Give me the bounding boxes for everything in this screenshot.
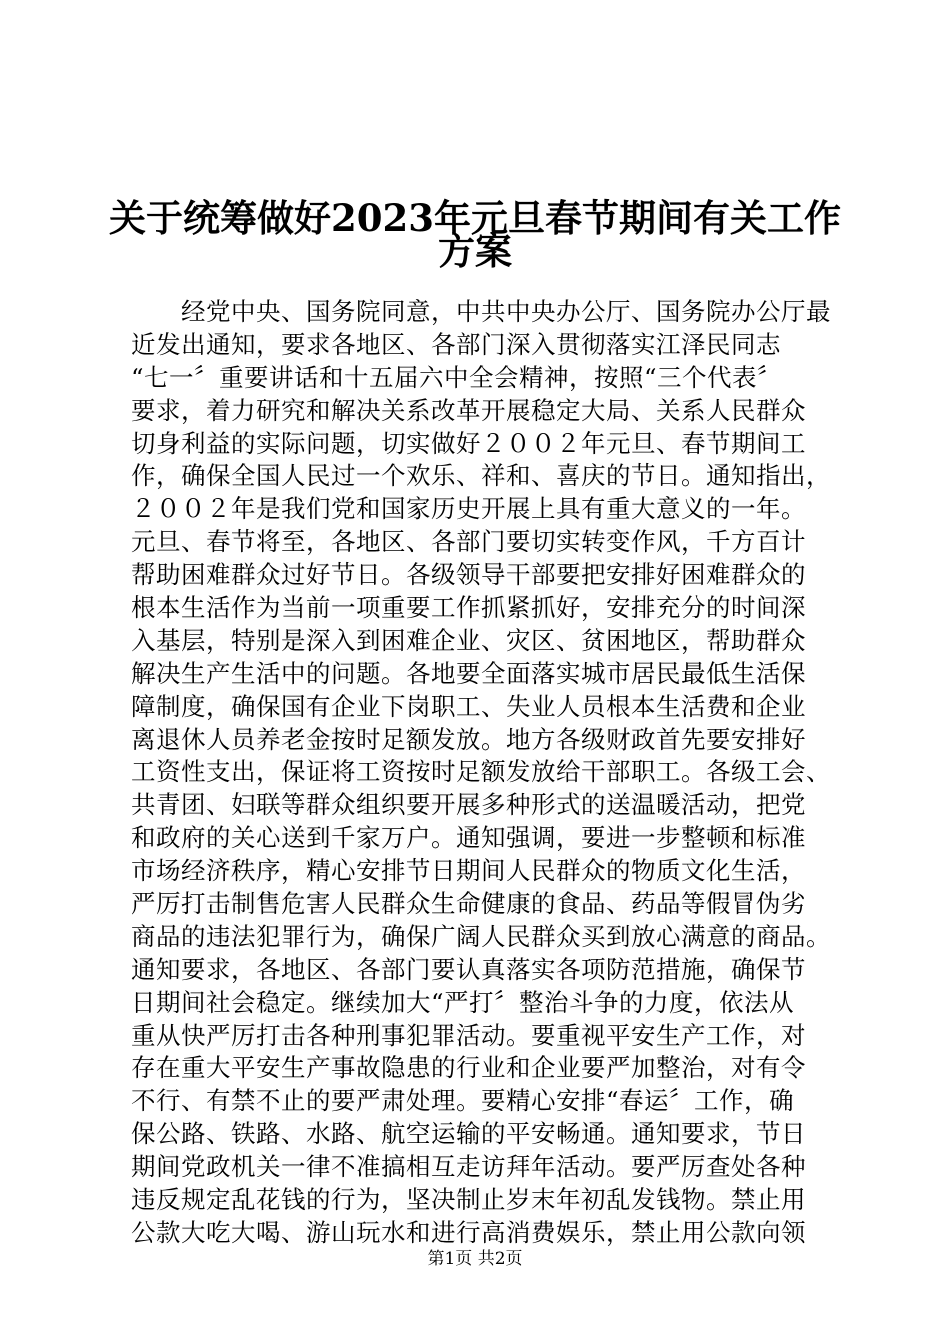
body-line: 入基层，特别是深入到困难企业、灾区、贫困地区，帮助群众 bbox=[131, 625, 806, 655]
body-line: 市场经济秩序，精心安排节日期间人民群众的物质文化生活， bbox=[131, 856, 806, 886]
body-line: 违反规定乱花钱的行为，坚决制止岁末年初乱发钱物。禁止用 bbox=[131, 1185, 806, 1215]
body-line: 切身利益的实际问题，切实做好２００２年元旦、春节期间工 bbox=[131, 428, 806, 458]
body-line: 经党中央、国务院同意，中共中央办公厅、国务院办公厅最 bbox=[131, 297, 831, 326]
document-body bbox=[131, 296, 831, 1250]
body-line: 公款大吃大喝、游山玩水和进行高消费娱乐，禁止用公款向领 bbox=[131, 1217, 806, 1247]
body-line: 解决生产生活中的问题。各地要全面落实城市居民最低生活保 bbox=[131, 658, 806, 688]
body-line: 帮助困难群众过好节日。各级领导干部要把安排好困难群众的 bbox=[131, 560, 806, 590]
body-line: “七一〞重要讲话和十五届六中全会精神，按照“三个代表〞 bbox=[131, 362, 783, 392]
body-line: 重从快严厉打击各种刑事犯罪活动。要重视平安生产工作，对 bbox=[131, 1020, 806, 1050]
body-line: 通知要求，各地区、各部门要认真落实各项防范措施，确保节 bbox=[131, 954, 806, 984]
body-line: 和政府的关心送到千家万户。通知强调，要进一步整顿和标准 bbox=[131, 823, 806, 853]
body-line: 离退休人员养老金按时足额发放。地方各级财政首先要安排好 bbox=[131, 724, 806, 754]
body-line: 严厉打击制售危害人民群众生命健康的食品、药品等假冒伪劣 bbox=[131, 889, 806, 919]
body-line: 工资性支出，保证将工资按时足额发放给干部职工。各级工会、 bbox=[131, 757, 831, 787]
body-line: ２００２年是我们党和国家历史开展上具有重大意义的一年。 bbox=[131, 494, 806, 524]
body-line: 存在重大平安生产事故隐患的行业和企业要严加整治，对有令 bbox=[131, 1053, 806, 1083]
body-line: 商品的违法犯罪行为，确保广阔人民群众买到放心满意的商品。 bbox=[131, 921, 831, 951]
document-title-line-1: 关于统筹做好2023年元旦春节期间有关工作 bbox=[109, 196, 841, 240]
body-line: 近发出通知，要求各地区、各部门深入贯彻落实江泽民同志 bbox=[131, 329, 781, 359]
page-footer: 第1页 共2页 bbox=[427, 1249, 523, 1269]
body-line: 作，确保全国人民过一个欢乐、祥和、喜庆的节日。通知指出， bbox=[131, 461, 831, 491]
document-title-line-2: 方案 bbox=[438, 229, 512, 273]
body-line: 元旦、春节将至，各地区、各部门要切实转变作风，千方百计 bbox=[131, 527, 806, 557]
body-line: 不行、有禁不止的要严肃处理。要精心安排“春运〞工作，确 bbox=[131, 1086, 795, 1116]
body-line: 共青团、妇联等群众组织要开展多种形式的送温暖活动，把党 bbox=[131, 790, 806, 820]
body-line: 期间党政机关一律不准搞相互走访拜年活动。要严厉查处各种 bbox=[131, 1152, 806, 1182]
body-line: 保公路、铁路、水路、航空运输的平安畅通。通知要求，节日 bbox=[131, 1119, 806, 1149]
body-line: 障制度，确保国有企业下岗职工、失业人员根本生活费和企业 bbox=[131, 691, 806, 721]
body-line: 根本生活作为当前一项重要工作抓紧抓好，安排充分的时间深 bbox=[131, 593, 806, 623]
body-line: 日期间社会稳定。继续加大“严打〞整治斗争的力度，依法从 bbox=[131, 987, 795, 1017]
body-line: 要求，着力研究和解决关系改革开展稳定大局、关系人民群众 bbox=[131, 395, 806, 425]
